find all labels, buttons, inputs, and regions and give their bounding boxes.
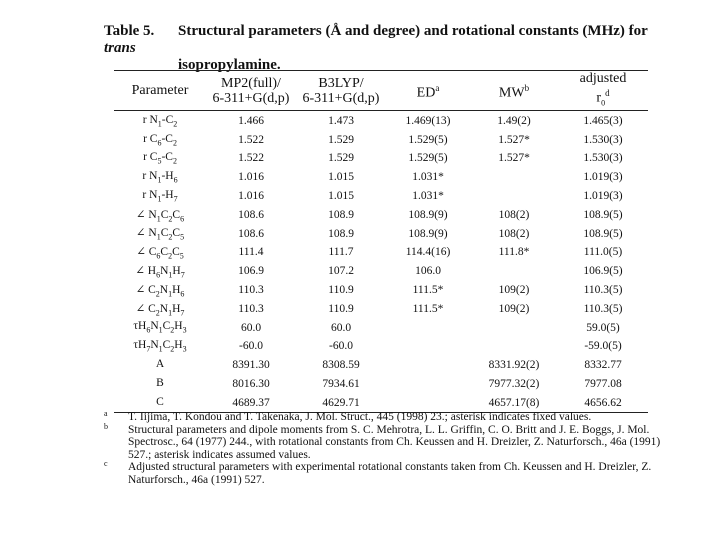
mw-cell bbox=[470, 168, 558, 187]
mp2-cell: 1.016 bbox=[238, 190, 264, 203]
ed-cell: 1.529(5) bbox=[408, 133, 448, 146]
b3lyp-cell: 1.015 bbox=[328, 190, 354, 203]
ed-cell: 1.529(5) bbox=[408, 152, 448, 165]
mp2-cell: 106.9 bbox=[238, 265, 264, 278]
adjusted-cell: 1.530(3) bbox=[583, 133, 623, 146]
b3lyp-cell: 60.0 bbox=[330, 321, 352, 334]
table-row bbox=[114, 281, 648, 300]
mw-cell bbox=[470, 337, 558, 356]
b3lyp-cell: 1.015 bbox=[328, 171, 354, 184]
parameter-cell: ∠ $N_1C_2C_6$ bbox=[135, 208, 185, 223]
mp2-cell: 1.522 bbox=[238, 133, 264, 146]
adjusted-cell: 59.0(5) bbox=[586, 321, 620, 334]
adjusted-cell: 110.3(5) bbox=[583, 284, 623, 297]
mw-cell: 4657.17(8) bbox=[470, 393, 558, 412]
ed-cell: 1.031* bbox=[412, 171, 444, 184]
parameter-cell: $\tau H_7N_1C_2H_3$ bbox=[133, 339, 187, 354]
parameter-cell: r $N_1-C_2$ bbox=[142, 113, 178, 128]
parameter-cell: A bbox=[155, 358, 165, 371]
table-row bbox=[114, 130, 648, 149]
parameter-cell: ∠ $C_2N_1H_6$ bbox=[135, 283, 185, 299]
mp2-cell: 108.6 bbox=[238, 208, 264, 221]
table-row bbox=[114, 318, 648, 337]
mw-cell bbox=[470, 187, 558, 206]
table-row bbox=[114, 149, 648, 168]
mp2-cell: 111.4 bbox=[238, 246, 264, 259]
ed-cell: 1.031* bbox=[412, 190, 444, 203]
mp2-cell: 4689.37 bbox=[206, 393, 296, 412]
adjusted-cell: 7977.08 bbox=[584, 378, 622, 390]
ed-cell: 108.9(9) bbox=[408, 227, 448, 240]
b3lyp-cell: 7934.61 bbox=[322, 378, 360, 390]
header-parameter: Parameter bbox=[114, 71, 206, 111]
footnote bbox=[104, 421, 664, 462]
table-label: Table 5. bbox=[104, 23, 155, 39]
b3lyp-cell: 4629.71 bbox=[296, 393, 386, 412]
b3lyp-cell: 111.7 bbox=[328, 246, 354, 259]
table-row bbox=[114, 337, 648, 356]
parameter-cell: r $C_6-C_2$ bbox=[143, 132, 177, 147]
ed-cell bbox=[386, 337, 470, 356]
table-row bbox=[114, 205, 648, 224]
mw-cell: 108(2) bbox=[498, 227, 530, 240]
footnote-text: Structural parameters and dipole moments from S. C. Mehrotra, L. L. Griffin, C. O. Britt and J. E. Boggs, J. Mol. Spectrosc., 64 (1977) 244., with rotational constants from Ch. Keussen and H. Dreizler, Z. Naturforsch., 46a (1991) 527.; asterisk indicates assumed values. bbox=[128, 423, 661, 461]
ed-cell bbox=[386, 393, 470, 412]
header-ed: $ED^a$ bbox=[386, 71, 470, 111]
adjusted-cell: 1.019(3) bbox=[583, 190, 623, 203]
parameter-cell: ∠ $C_2N_1H_7$ bbox=[135, 302, 185, 317]
b3lyp-cell: 108.9 bbox=[328, 227, 354, 240]
table-row bbox=[114, 393, 648, 412]
parameter-cell: ∠ $H_6N_1H_7$ bbox=[135, 265, 185, 280]
caption-line2: isopropylamine. bbox=[178, 57, 281, 73]
header-b3lyp: B3LYP/ 6-311+G(d,p) bbox=[296, 71, 386, 111]
ed-cell: 111.5* bbox=[412, 284, 444, 297]
mp2-cell: 110.3 bbox=[238, 284, 264, 297]
header-row bbox=[114, 71, 648, 111]
b3lyp-cell: 1.529 bbox=[328, 152, 354, 165]
ed-cell bbox=[386, 318, 470, 337]
table-row bbox=[114, 375, 648, 394]
mp2-cell: 1.016 bbox=[238, 171, 264, 184]
mp2-cell: 108.6 bbox=[238, 227, 264, 240]
footnote-mark: a bbox=[104, 409, 108, 418]
adjusted-cell: -59.0(5) bbox=[584, 340, 622, 353]
footnote-mark: b bbox=[104, 421, 108, 431]
footnotes bbox=[104, 411, 664, 487]
adjusted-cell: 106.9(5) bbox=[583, 265, 623, 278]
ed-cell: 108.9(9) bbox=[408, 208, 448, 221]
header-mp2: MP2(full)/ 6-311+G(d,p) bbox=[206, 71, 296, 111]
b3lyp-cell: 110.9 bbox=[328, 284, 354, 297]
parameter-cell: r $N_1-H_7$ bbox=[142, 188, 178, 204]
table-row bbox=[114, 168, 648, 187]
adjusted-cell: 108.9(5) bbox=[583, 208, 623, 221]
table-row bbox=[114, 111, 648, 130]
mp2-cell: 110.3 bbox=[238, 302, 264, 315]
ed-cell: 106.0 bbox=[415, 265, 441, 278]
mw-cell bbox=[470, 262, 558, 281]
ed-cell bbox=[386, 356, 470, 375]
mw-cell: 111.8* bbox=[498, 246, 530, 259]
mw-cell: 1.527* bbox=[498, 152, 530, 165]
b3lyp-cell: 107.2 bbox=[328, 265, 354, 278]
header-mw: $MW^b$ bbox=[470, 71, 558, 111]
b3lyp-cell: 1.473 bbox=[328, 114, 354, 127]
parameters-table bbox=[114, 70, 648, 413]
footnote-text: Adjusted structural parameters with experimental rotational constants taken from Ch. Keussen and H. Dreizler, Z. Naturforsch., 46a (1991) 527. bbox=[128, 461, 652, 486]
table-row bbox=[114, 356, 648, 375]
mp2-cell: 1.522 bbox=[238, 152, 264, 165]
table-row bbox=[114, 224, 648, 243]
mp2-cell: 60.0 bbox=[240, 321, 262, 334]
table-row bbox=[114, 299, 648, 318]
footnote bbox=[104, 461, 664, 486]
mw-cell: 7977.32(2) bbox=[488, 378, 540, 390]
footnote-mark: c bbox=[104, 459, 108, 469]
ed-cell: 114.4(16) bbox=[405, 246, 451, 259]
ed-cell bbox=[386, 375, 470, 394]
adjusted-cell: 1.465(3) bbox=[583, 114, 623, 127]
mp2-cell: 8391.30 bbox=[232, 359, 270, 372]
mw-cell: 109(2) bbox=[498, 284, 530, 297]
caption-text: Structural parameters (Å and degree) and rotational constants (MHz) for bbox=[178, 23, 648, 39]
adjusted-cell: 4656.62 bbox=[558, 393, 648, 412]
mw-cell: 1.527* bbox=[498, 133, 530, 146]
parameter-cell: C bbox=[114, 393, 206, 412]
mp2-cell: 1.466 bbox=[238, 114, 264, 127]
b3lyp-cell: 8308.59 bbox=[322, 359, 360, 372]
footnote-text: T. Iijima, T. Kondou and T. Takenaka, J. Mol. Struct., 445 (1998) 23.; asterisk indicates fixed values. bbox=[128, 411, 592, 423]
caption-italic: trans bbox=[104, 40, 136, 56]
table-caption bbox=[104, 23, 664, 74]
mw-cell: 109(2) bbox=[498, 302, 530, 315]
mw-cell bbox=[470, 318, 558, 337]
footnote bbox=[104, 411, 664, 424]
parameter-cell: ∠ $C_6C_2C_5$ bbox=[136, 246, 184, 261]
mp2-cell: 8016.30 bbox=[232, 378, 270, 390]
parameter-cell: r $N_1-H_6$ bbox=[142, 170, 178, 185]
ed-cell: 111.5* bbox=[412, 302, 444, 315]
mw-cell: 8331.92(2) bbox=[488, 359, 540, 372]
b3lyp-cell: 110.9 bbox=[328, 302, 354, 315]
adjusted-cell: 108.9(5) bbox=[583, 227, 623, 240]
parameter-cell: ∠ $N_1C_2C_5$ bbox=[135, 227, 185, 242]
mw-cell: 1.49(2) bbox=[497, 114, 531, 127]
header-adjusted: adjusted $r_0^d$ bbox=[558, 71, 648, 111]
parameter-cell: r $C_5-C_2$ bbox=[143, 151, 177, 166]
b3lyp-cell: 1.529 bbox=[328, 133, 354, 146]
adjusted-cell: 8332.77 bbox=[584, 359, 622, 372]
b3lyp-cell: 108.9 bbox=[328, 208, 354, 221]
adjusted-cell: 1.019(3) bbox=[583, 171, 623, 184]
parameter-cell: B bbox=[156, 376, 164, 389]
b3lyp-cell: -60.0 bbox=[329, 340, 353, 353]
mw-cell: 108(2) bbox=[498, 208, 530, 221]
table-row bbox=[114, 187, 648, 206]
table-row bbox=[114, 243, 648, 262]
adjusted-cell: 1.530(3) bbox=[583, 152, 623, 165]
table-row bbox=[114, 262, 648, 281]
ed-cell: 1.469(13) bbox=[405, 114, 451, 127]
adjusted-cell: 110.3(5) bbox=[583, 302, 623, 315]
parameter-cell: $\tau H_6N_1C_2H_3$ bbox=[133, 320, 187, 335]
adjusted-cell: 111.0(5) bbox=[583, 246, 623, 259]
mp2-cell: -60.0 bbox=[239, 340, 263, 353]
